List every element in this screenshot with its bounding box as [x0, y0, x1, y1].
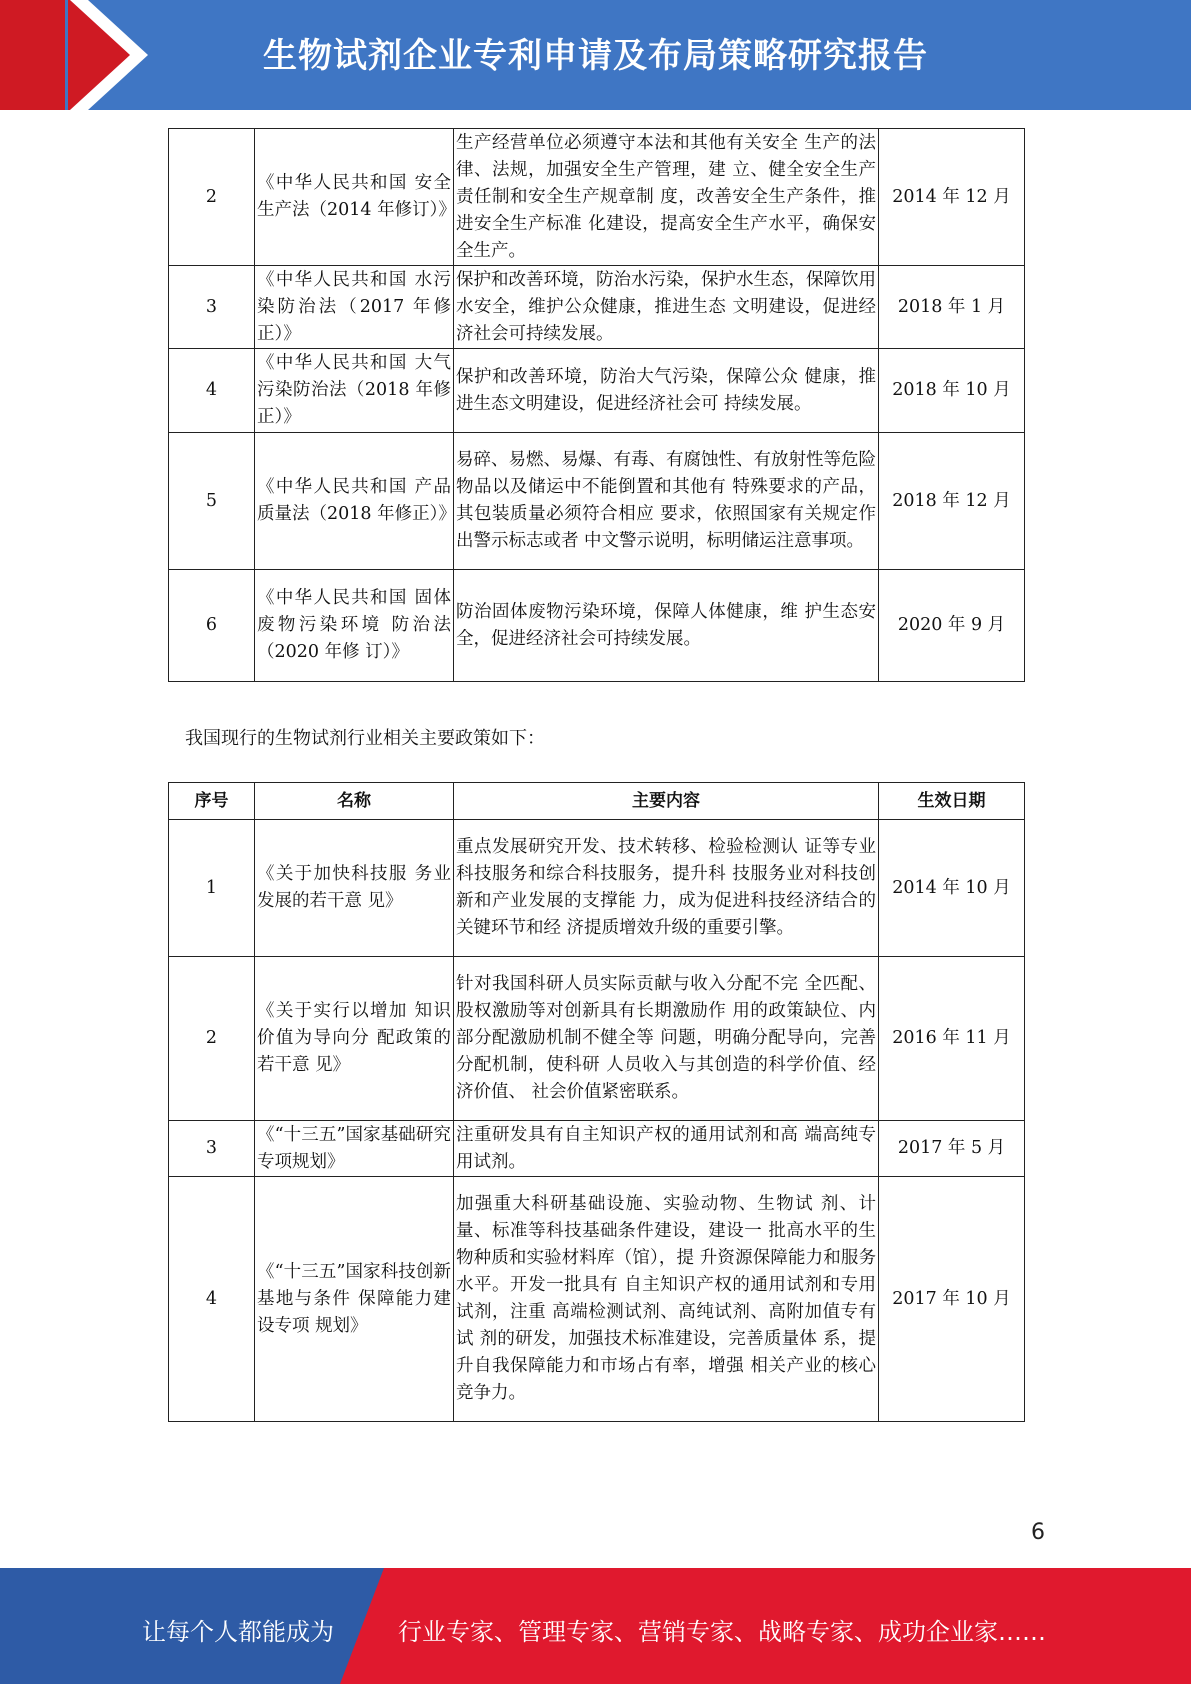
policy-name: 《“十三五”国家科技创新基地与条件 保障能力建设专项 规划》	[255, 1177, 454, 1422]
page-number: 6	[1031, 1520, 1045, 1545]
policy-content: 针对我国科研人员实际贡献与收入分配不完 全匹配、股权激励等对创新具有长期激励作 用的政策缺位、内部分配激励机制不健全等 问题，明确分配导向，完善分配机制，使科研 人员收入与其创造的科学价值、经济价值、 社会价值紧密联系。	[454, 957, 879, 1121]
row-number: 2	[169, 129, 255, 266]
table-row	[169, 433, 1025, 570]
effective-date: 2017 年 5 月	[879, 1121, 1025, 1177]
law-name: 《中华人民共和国 固体废物污染环境 防治法（2020 年修 订）》	[255, 570, 454, 682]
header-content: 主要内容	[454, 783, 879, 820]
policy-name: 《“十三五”国家基础研究专项规划》	[255, 1121, 454, 1177]
page-header	[0, 0, 1191, 110]
table-row	[169, 820, 1025, 957]
table-row	[169, 349, 1025, 433]
policy-name: 《关于实行以增加 知识价值为导向分 配政策的若干意 见》	[255, 957, 454, 1121]
effective-date: 2018 年 1 月	[879, 266, 1025, 349]
law-content: 生产经营单位必须遵守本法和其他有关安全 生产的法律、法规，加强安全生产管理，建 立、健全安全生产责任制和安全生产规章制 度，改善安全生产条件，推进安全生产标准 化建设，提高安全生产水平，确保安全生产。	[454, 129, 879, 266]
footer-slogan-right: 行业专家、管理专家、营销专家、战略专家、成功企业家……	[398, 1618, 1046, 1646]
header-name: 名称	[255, 783, 454, 820]
law-content: 保护和改善环境，防治大气污染，保障公众 健康，推进生态文明建设，促进经济社会可 持续发展。	[454, 349, 879, 433]
table-row	[169, 266, 1025, 349]
row-number: 3	[169, 1121, 255, 1177]
table-row	[169, 129, 1025, 266]
policy-content: 重点发展研究开发、技术转移、检验检测认 证等专业科技服务和综合科技服务，提升科 技服务业对科技创新和产业发展的支撑能 力，成为促进科技经济结合的关键环节和经 济提质增效升级的重要引擎。	[454, 820, 879, 957]
page-title: 生物试剂企业专利申请及布局策略研究报告	[263, 36, 928, 76]
table-row	[169, 570, 1025, 682]
intro-text: 我国现行的生物试剂行业相关主要政策如下：	[185, 728, 545, 749]
effective-date: 2020 年 9 月	[879, 570, 1025, 682]
law-content: 防治固体废物污染环境，保障人体健康，维 护生态安全，促进经济社会可持续发展。	[454, 570, 879, 682]
effective-date: 2018 年 12 月	[879, 433, 1025, 570]
row-number: 4	[169, 1177, 255, 1422]
table-row	[169, 1177, 1025, 1422]
header-chevron-icon	[68, 0, 158, 110]
policy-content: 注重研发具有自主知识产权的通用试剂和高 端高纯专用试剂。	[454, 1121, 879, 1177]
row-number: 5	[169, 433, 255, 570]
row-number: 1	[169, 820, 255, 957]
policy-content: 加强重大科研基础设施、实验动物、生物试 剂、计量、标准等科技基础条件建设，建设一 批高水平的生物种质和实验材料库（馆），提 升资源保障能力和服务水平。开发一批具有 自主知识产权的通用试剂和专用试剂，注重 高端检测试剂、高纯试剂、高附加值专有试 剂的研发，加强技术标准建设，完善质量体 系，提升自我保障能力和市场占有率，增强 相关产业的核心竞争力。	[454, 1177, 879, 1422]
header-date: 生效日期	[879, 783, 1025, 820]
laws-table	[168, 128, 1025, 682]
policy-name: 《关于加快科技服 务业发展的若干意 见》	[255, 820, 454, 957]
law-name: 《中华人民共和国 水污染防治法（2017 年修正）》	[255, 266, 454, 349]
header-no: 序号	[169, 783, 255, 820]
law-name: 《中华人民共和国 大气污染防治法（2018 年修正）》	[255, 349, 454, 433]
law-name: 《中华人民共和国 安全生产法（2014 年修订）》	[255, 129, 454, 266]
footer-slogan-left: 让每个人都能成为	[142, 1618, 334, 1646]
row-number: 3	[169, 266, 255, 349]
law-content: 保护和改善环境，防治水污染，保护水生态，保障饮用水安全，维护公众健康，推进生态 文明建设，促进经济社会可持续发展。	[454, 266, 879, 349]
law-name: 《中华人民共和国 产品质量法（2018 年修正）》	[255, 433, 454, 570]
row-number: 2	[169, 957, 255, 1121]
effective-date: 2018 年 10 月	[879, 349, 1025, 433]
policy-table	[168, 782, 1025, 1422]
law-content: 易碎、易燃、易爆、有毒、有腐蚀性、有放射性等危险物品以及储运中不能倒置和其他有 特殊要求的产品，其包装质量必须符合相应 要求，依照国家有关规定作出警示标志或者 中文警示说明，标明储运注意事项。	[454, 433, 879, 570]
row-number: 4	[169, 349, 255, 433]
effective-date: 2014 年 10 月	[879, 820, 1025, 957]
effective-date: 2014 年 12 月	[879, 129, 1025, 266]
row-number: 6	[169, 570, 255, 682]
table-row	[169, 957, 1025, 1121]
header-red-block	[0, 0, 65, 110]
effective-date: 2016 年 11 月	[879, 957, 1025, 1121]
page-footer	[0, 1568, 1191, 1684]
table-header-row	[169, 783, 1025, 820]
effective-date: 2017 年 10 月	[879, 1177, 1025, 1422]
table-row	[169, 1121, 1025, 1177]
